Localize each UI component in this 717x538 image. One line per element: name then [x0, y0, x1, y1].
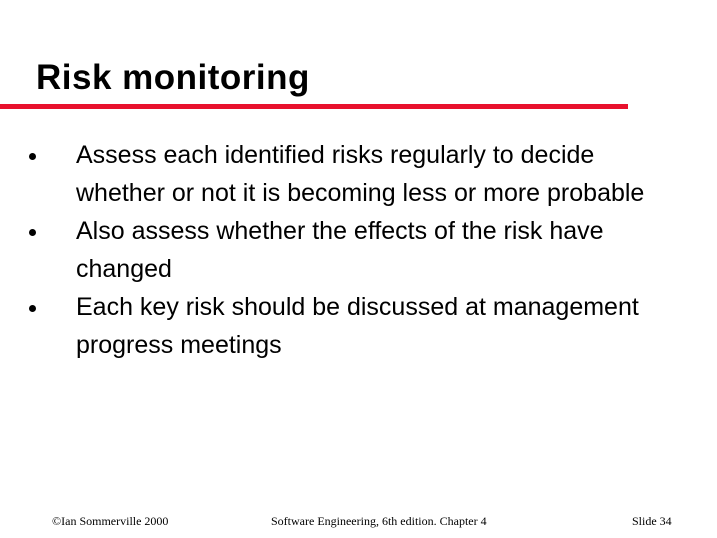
bullet-text: Each key risk should be discussed at management progress meetings	[76, 293, 639, 359]
footer-book-title: Software Engineering, 6th edition. Chapter 4	[271, 514, 487, 528]
bullet-list	[29, 136, 689, 364]
bullet-item	[29, 212, 689, 288]
bullet-text: Assess each identified risks regularly to decide whether or not it is becoming less or more probable	[76, 141, 645, 207]
bullet-text: Also assess whether the effects of the risk have changed	[76, 217, 604, 283]
footer-slide-number: Slide 34	[632, 514, 672, 528]
bullet-item	[29, 136, 689, 212]
bullet-dot-icon	[29, 153, 36, 160]
title-underline	[0, 104, 628, 109]
slide-title: Risk monitoring	[36, 58, 310, 97]
footer-copyright: ©Ian Sommerville 2000	[52, 514, 169, 528]
bullet-item	[29, 288, 689, 364]
bullet-dot-icon	[29, 229, 36, 236]
bullet-dot-icon	[29, 305, 36, 312]
